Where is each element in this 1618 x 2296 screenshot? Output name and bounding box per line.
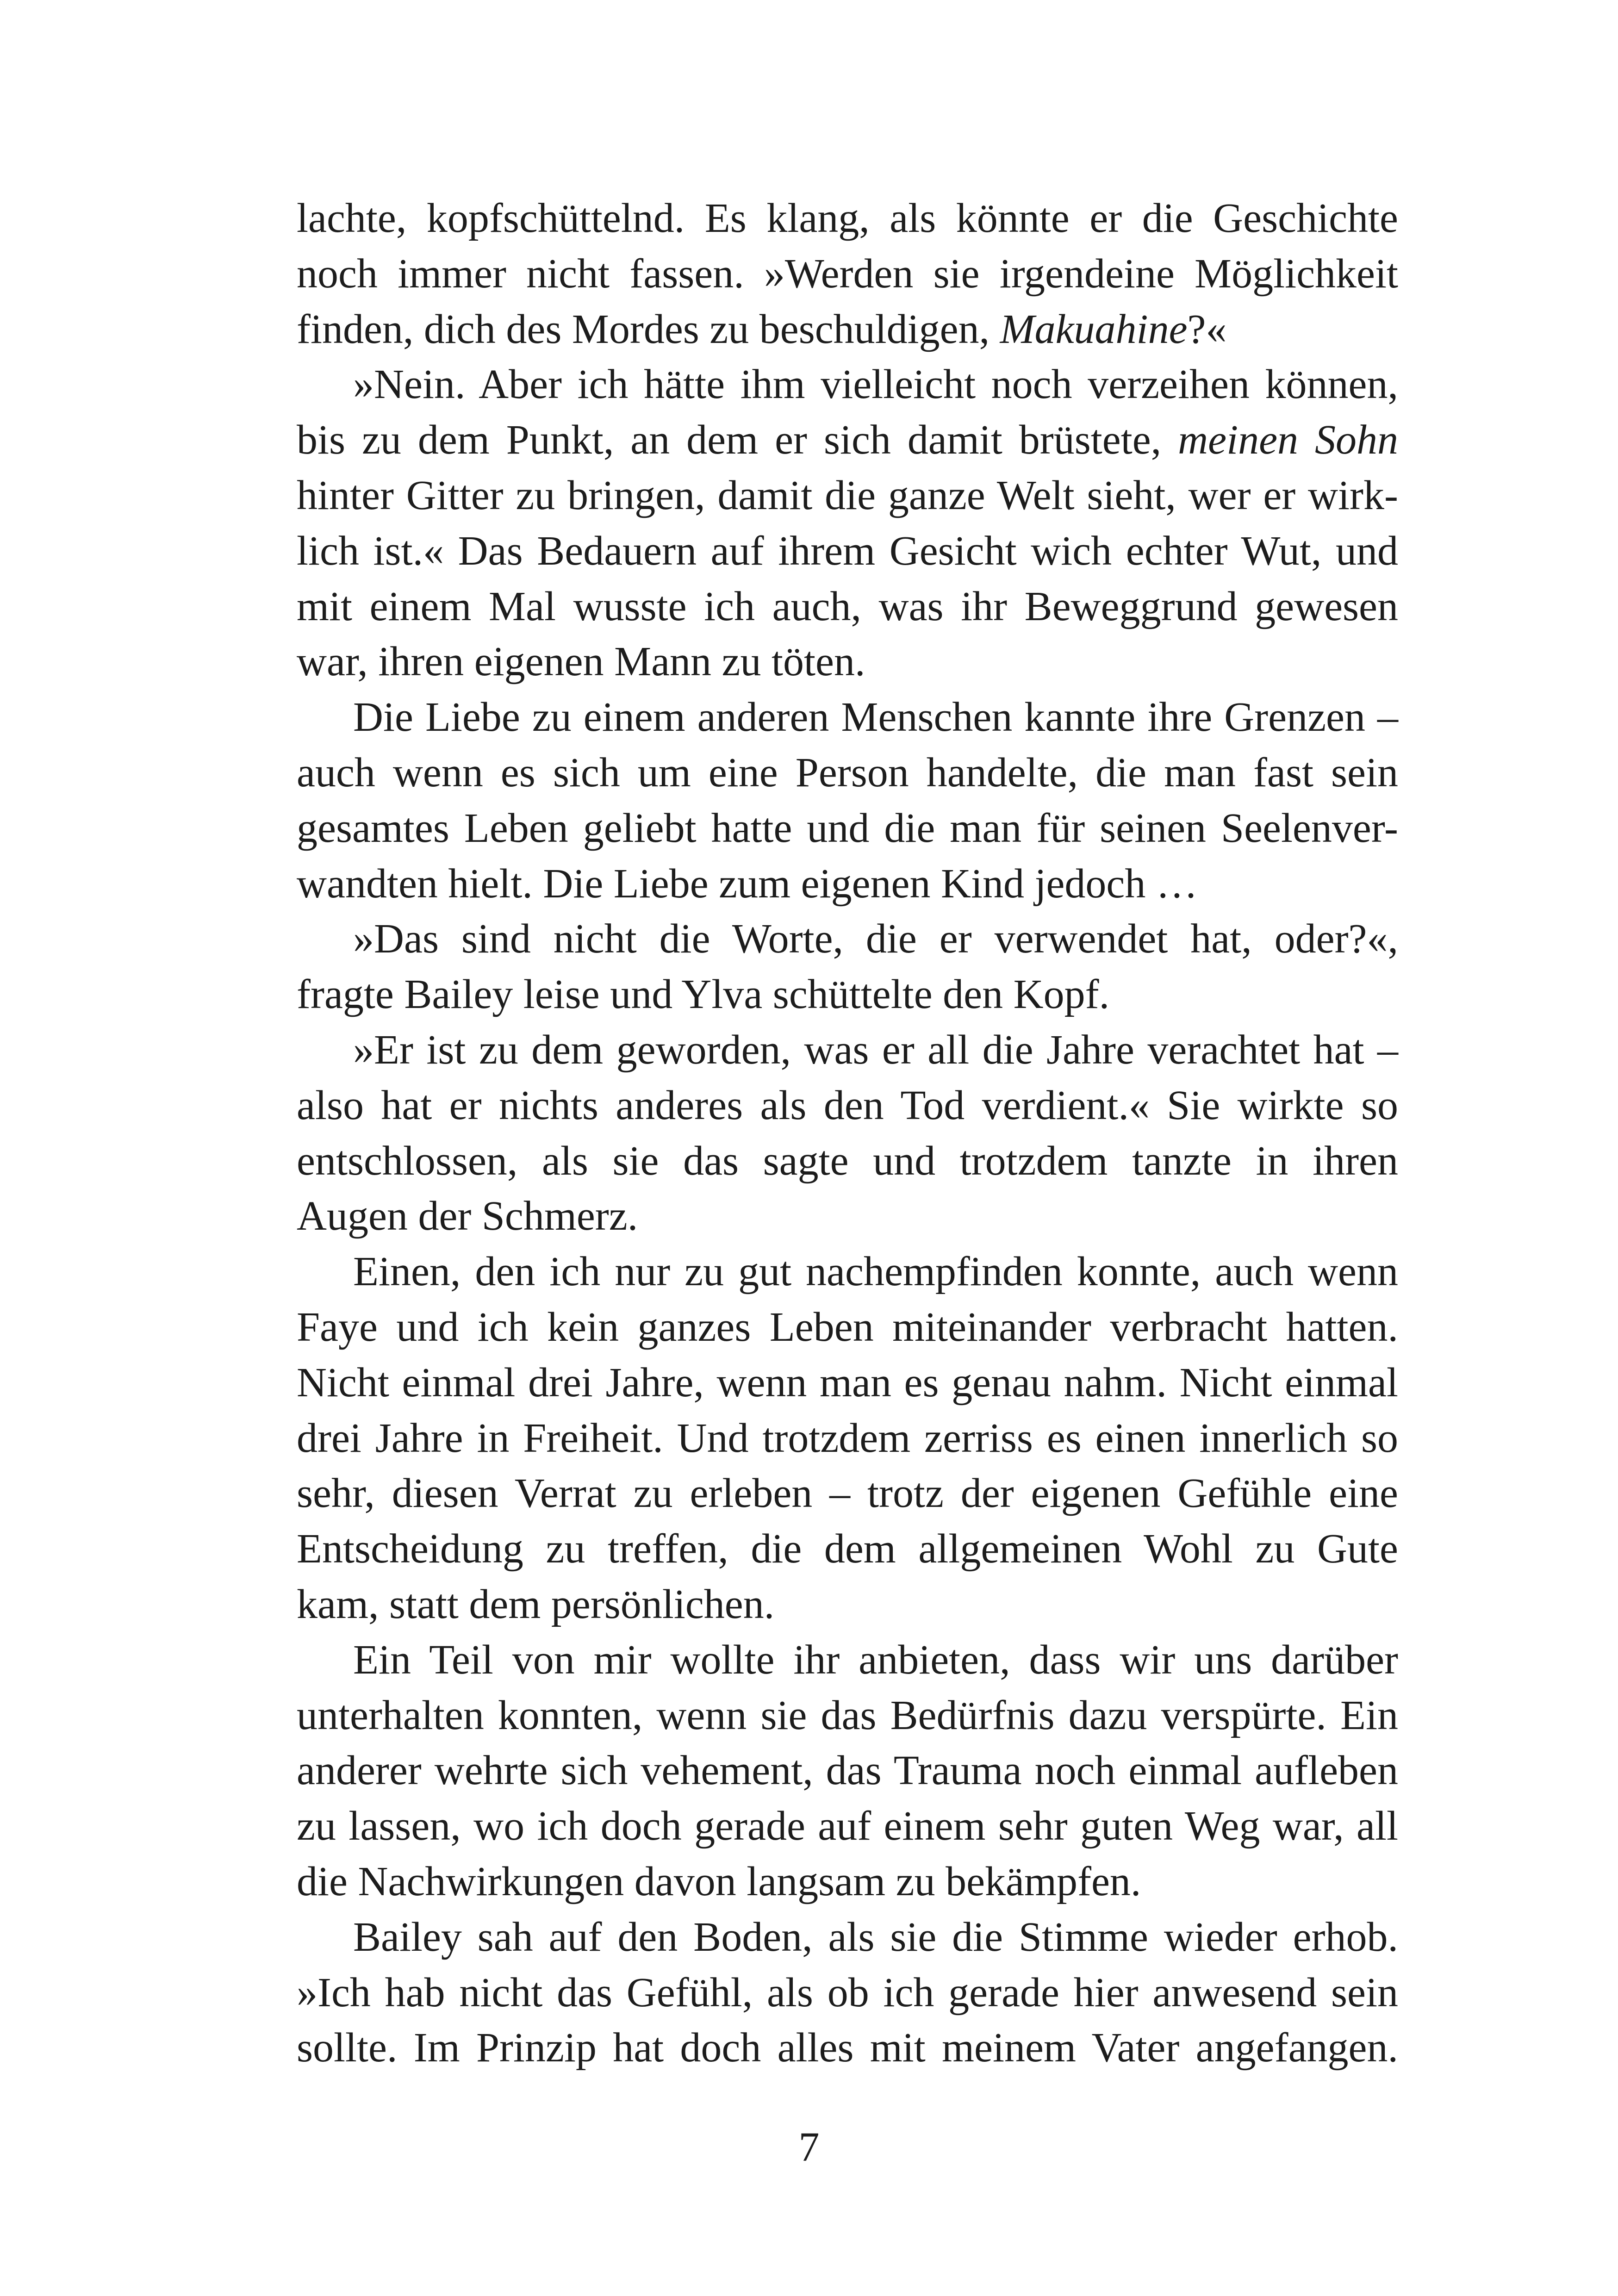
text-line (297, 690, 1398, 745)
text-run: bis zu dem Punkt, an dem er sich damit brüstete, (297, 417, 1178, 463)
text-run: unterhalten konnten, wenn sie das Bedürfnis dazu verspürte. Ein (297, 1692, 1398, 1738)
italic-text: Makuahine (1000, 306, 1188, 352)
text-run: fragte Bailey leise und Ylva schüttelte den Kopf. (297, 971, 1110, 1018)
text-run: »Nein. Aber ich hätte ihm vielleicht noch verzeihen können, (353, 361, 1398, 408)
text-run: war, ihren eigenen Mann zu töten. (297, 639, 865, 685)
text-run: hinter Gitter zu bringen, damit die ganze Welt sieht, wer er wirk- (297, 472, 1398, 518)
paragraph (297, 1022, 1398, 1244)
paragraph (297, 357, 1398, 690)
text-run: entschlossen, als sie das sagte und trotzdem tanzte in ihren (297, 1138, 1398, 1184)
text-run: lich ist.« Das Bedauern auf ihrem Gesicht wich echter Wut, und (297, 528, 1398, 574)
text-line (297, 2020, 1398, 2076)
text-run: Die Liebe zu einem anderen Menschen kannte ihre Grenzen – (353, 694, 1398, 740)
italic-text: meinen Sohn (1178, 417, 1398, 463)
text-run: zu lassen, wo ich doch gerade auf einem sehr guten Weg war, all (297, 1803, 1398, 1849)
text-line (297, 856, 1398, 912)
paragraph (297, 1910, 1398, 2076)
text-line (297, 1355, 1398, 1411)
text-run: Ein Teil von mir wollte ihr anbieten, dass wir uns darüber (353, 1636, 1398, 1683)
text-line (297, 412, 1398, 468)
text-run: finden, dich des Mordes zu beschuldigen, (297, 306, 1000, 352)
text-run: Entscheidung zu treffen, die dem allgemeinen Wohl zu Gute (297, 1526, 1398, 1572)
text-run: gesamtes Leben geliebt hatte und die man für seinen Seelenver- (297, 805, 1398, 851)
paragraph (297, 1244, 1398, 1632)
body-text (297, 191, 1398, 2076)
text-run: sehr, diesen Verrat zu erleben – trotz der eigenen Gefühle eine (297, 1470, 1398, 1517)
text-run: Faye und ich kein ganzes Leben miteinander verbracht hatten. (297, 1304, 1398, 1350)
text-line (297, 1521, 1398, 1577)
text-run: Bailey sah auf den Boden, als sie die Stimme wieder erhob. (353, 1914, 1398, 1960)
text-line (297, 1910, 1398, 1965)
paragraph (297, 690, 1398, 911)
text-line (297, 1300, 1398, 1355)
text-line (297, 1577, 1398, 1632)
text-run: sollte. Im Prinzip hat doch alles mit meinem Vater angefangen. (297, 2025, 1398, 2071)
text-line (297, 1854, 1398, 1910)
text-run: Einen, den ich nur zu gut nachempfinden konnte, auch wenn (353, 1249, 1398, 1295)
text-run: ?« (1187, 306, 1227, 352)
text-run: »Ich hab nicht das Gefühl, als ob ich gerade hier anwesend sein (297, 1969, 1398, 2016)
text-line (297, 302, 1398, 357)
text-run: die Nachwirkungen davon langsam zu bekämpfen. (297, 1858, 1141, 1904)
text-line (297, 246, 1398, 302)
text-line (297, 1798, 1398, 1854)
text-line (297, 1743, 1398, 1798)
text-run: anderer wehrte sich vehement, das Trauma noch einmal aufleben (297, 1748, 1398, 1794)
text-run: noch immer nicht fassen. »Werden sie irgendeine Möglichkeit (297, 250, 1398, 297)
text-run: Nicht einmal drei Jahre, wenn man es genau nahm. Nicht einmal (297, 1359, 1398, 1406)
text-run: »Er ist zu dem geworden, was er all die Jahre verachtet hat – (353, 1027, 1398, 1073)
paragraph (297, 911, 1398, 1022)
text-line (297, 191, 1398, 246)
text-line (297, 634, 1398, 690)
text-run: kam, statt dem persönlichen. (297, 1581, 775, 1627)
paragraph (297, 1632, 1398, 1910)
text-line (297, 1965, 1398, 2021)
text-line (297, 1188, 1398, 1244)
text-line (297, 745, 1398, 801)
text-line (297, 1133, 1398, 1189)
text-line (297, 911, 1398, 967)
text-run: drei Jahre in Freiheit. Und trotzdem zerriss es einen innerlich so (297, 1415, 1398, 1461)
text-line (297, 801, 1398, 856)
text-run: auch wenn es sich um eine Person handelte, die man fast sein (297, 749, 1398, 796)
text-line (297, 468, 1398, 523)
text-line (297, 1078, 1398, 1133)
text-line (297, 1244, 1398, 1300)
text-line (297, 357, 1398, 412)
text-run: also hat er nichts anderes als den Tod verdient.« Sie wirkte so (297, 1082, 1398, 1128)
paragraph (297, 191, 1398, 357)
text-line (297, 579, 1398, 635)
text-line (297, 1688, 1398, 1743)
text-line (297, 1411, 1398, 1466)
text-line (297, 967, 1398, 1022)
page-number: 7 (798, 2124, 820, 2170)
text-run: »Das sind nicht die Worte, die er verwendet hat, oder?«, (353, 916, 1398, 962)
text-run: wandten hielt. Die Liebe zum eigenen Kind jedoch … (297, 860, 1198, 907)
text-run: Augen der Schmerz. (297, 1193, 638, 1239)
text-line (297, 1632, 1398, 1688)
text-line (297, 1466, 1398, 1521)
text-line (297, 523, 1398, 579)
text-run: lachte, kopfschüttelnd. Es klang, als könnte er die Geschichte (297, 195, 1398, 241)
text-run: mit einem Mal wusste ich auch, was ihr Beweggrund gewesen (297, 583, 1398, 629)
text-line (297, 1022, 1398, 1078)
